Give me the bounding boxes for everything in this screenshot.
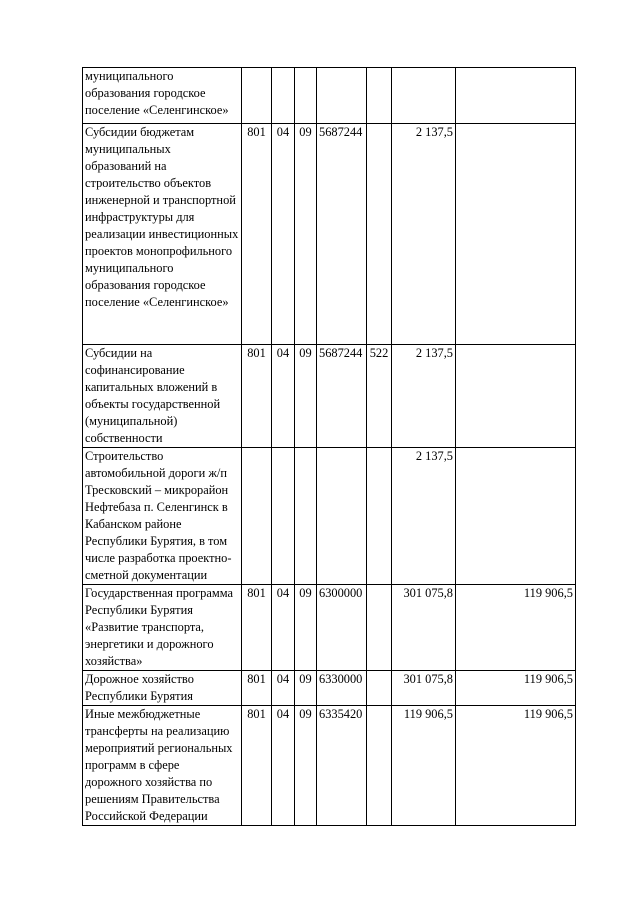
- section-code-cell: 04: [272, 671, 295, 706]
- expense-type-code-cell: 522: [367, 345, 392, 448]
- table-body: [83, 68, 576, 826]
- item-name-cell: Государственная программа Республики Бурятия «Развитие транспорта, энергетики и дорожного хозяйства»: [83, 585, 242, 671]
- subsection-code-cell: 09: [295, 706, 317, 826]
- table-row: [83, 124, 576, 345]
- ministry-code-cell: 801: [242, 671, 272, 706]
- expense-type-code-cell: [367, 448, 392, 585]
- target-item-code-cell: 6300000: [317, 585, 367, 671]
- expense-type-code-cell: [367, 124, 392, 345]
- target-item-code-cell: [317, 448, 367, 585]
- table-row: [83, 68, 576, 124]
- target-item-code-cell: 6330000: [317, 671, 367, 706]
- subsection-code-cell: 09: [295, 585, 317, 671]
- amount-cell-1: 301 075,8: [392, 671, 456, 706]
- target-item-code-cell: 5687244: [317, 345, 367, 448]
- section-code-cell: 04: [272, 585, 295, 671]
- item-name-cell: Субсидии бюджетам муниципальных образований на строительство объектов инженерной и транспортной инфраструктуры для реализации инвестиционных проектов монопрофильного муниципального образования городское поселение «Селенгинское»: [83, 124, 242, 345]
- ministry-code-cell: 801: [242, 585, 272, 671]
- amount-cell-2: 119 906,5: [456, 706, 576, 826]
- ministry-code-cell: 801: [242, 706, 272, 826]
- amount-cell-2: [456, 345, 576, 448]
- amount-cell-1: 2 137,5: [392, 345, 456, 448]
- item-name-cell: Дорожное хозяйство Республики Бурятия: [83, 671, 242, 706]
- ministry-code-cell: 801: [242, 345, 272, 448]
- amount-cell-1: [392, 68, 456, 124]
- target-item-code-cell: [317, 68, 367, 124]
- section-code-cell: 04: [272, 706, 295, 826]
- subsection-code-cell: [295, 448, 317, 585]
- table-row: [83, 585, 576, 671]
- amount-cell-2: [456, 448, 576, 585]
- amount-cell-2: 119 906,5: [456, 671, 576, 706]
- amount-cell-1: 301 075,8: [392, 585, 456, 671]
- amount-cell-1: 2 137,5: [392, 124, 456, 345]
- section-code-cell: [272, 448, 295, 585]
- expense-type-code-cell: [367, 671, 392, 706]
- item-name-cell: Иные межбюджетные трансферты на реализацию мероприятий региональных программ в сфере дорожного хозяйства по решениям Правительства Российской Федерации: [83, 706, 242, 826]
- table-row: [83, 671, 576, 706]
- table-row: [83, 345, 576, 448]
- expense-type-code-cell: [367, 68, 392, 124]
- subsection-code-cell: [295, 68, 317, 124]
- section-code-cell: 04: [272, 124, 295, 345]
- ministry-code-cell: [242, 68, 272, 124]
- target-item-code-cell: 6335420: [317, 706, 367, 826]
- amount-cell-2: [456, 124, 576, 345]
- section-code-cell: 04: [272, 345, 295, 448]
- ministry-code-cell: 801: [242, 124, 272, 345]
- expense-type-code-cell: [367, 585, 392, 671]
- table-row: [83, 706, 576, 826]
- subsection-code-cell: 09: [295, 345, 317, 448]
- item-name-cell: Субсидии на софинансирование капитальных вложений в объекты государственной (муниципальной) собственности: [83, 345, 242, 448]
- amount-cell-1: 119 906,5: [392, 706, 456, 826]
- ministry-code-cell: [242, 448, 272, 585]
- section-code-cell: [272, 68, 295, 124]
- target-item-code-cell: 5687244: [317, 124, 367, 345]
- item-name-cell: Строительство автомобильной дороги ж/п Тресковский – микрорайон Нефтебаза п. Селенгинск в Кабанском районе Республики Бурятия, в том числе разработка проектно-сметной документации: [83, 448, 242, 585]
- subsection-code-cell: 09: [295, 124, 317, 345]
- amount-cell-1: 2 137,5: [392, 448, 456, 585]
- expense-type-code-cell: [367, 706, 392, 826]
- budget-table: [82, 67, 576, 826]
- amount-cell-2: [456, 68, 576, 124]
- table-row: [83, 448, 576, 585]
- item-name-cell: муниципального образования городское поселение «Селенгинское»: [83, 68, 242, 124]
- amount-cell-2: 119 906,5: [456, 585, 576, 671]
- subsection-code-cell: 09: [295, 671, 317, 706]
